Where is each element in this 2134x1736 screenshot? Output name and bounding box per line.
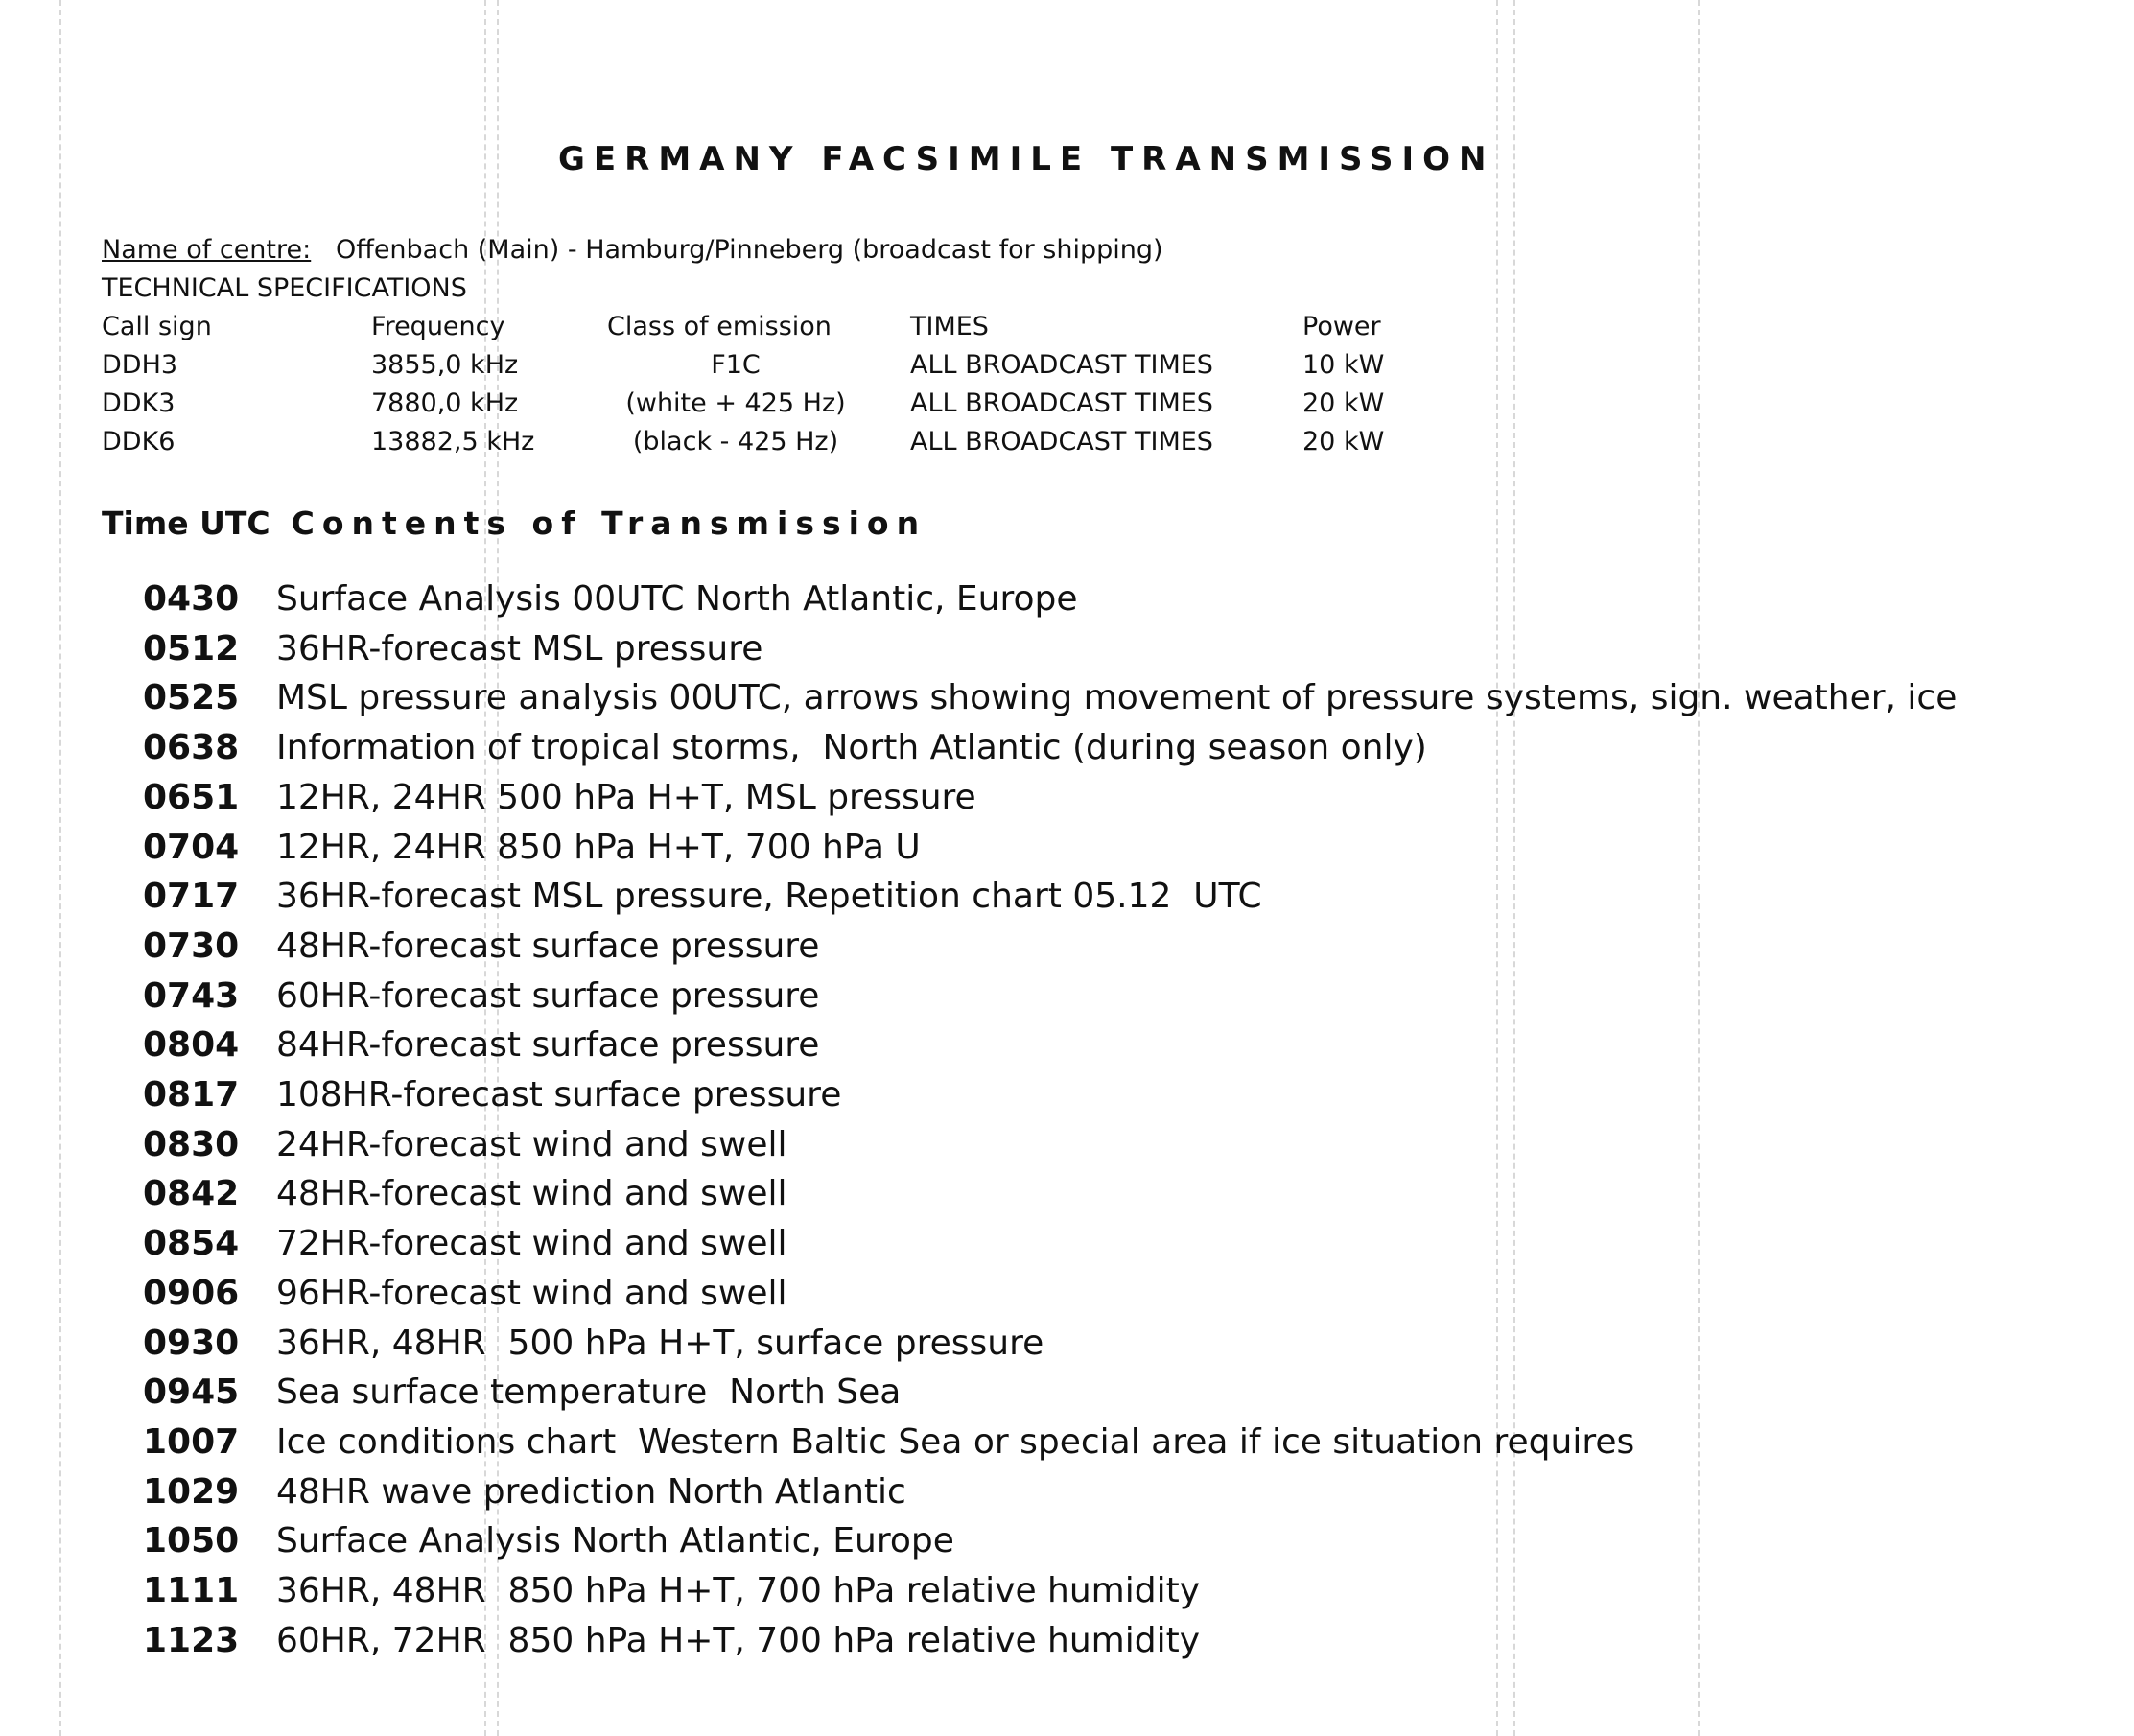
schedule-desc: 60HR, 72HR 850 hPa H+T, 700 hPa relative humidity: [276, 1620, 1201, 1660]
schedule-row: [143, 1472, 906, 1512]
schedule-time: 0512: [143, 628, 240, 669]
schedule-time: 0730: [143, 926, 240, 966]
schedule-desc: 24HR-forecast wind and swell: [276, 1124, 787, 1164]
spec-header: Class of emission: [607, 312, 832, 341]
schedule-row: [143, 1274, 787, 1313]
schedule-row: [143, 678, 1957, 717]
schedule-time: 1029: [143, 1471, 240, 1512]
tech-spec-heading: TECHNICAL SPECIFICATIONS: [102, 273, 467, 303]
schedule-row: [143, 1125, 787, 1164]
schedule-desc: Ice conditions chart Western Baltic Sea or special area if ice situation requires: [276, 1421, 1635, 1462]
schedule-desc: 36HR, 48HR 500 hPa H+T, surface pressure: [276, 1323, 1044, 1363]
spec-cell: DDH3: [102, 350, 178, 380]
schedule-row: [143, 1075, 841, 1114]
schedule-desc: 48HR-forecast surface pressure: [276, 926, 820, 966]
schedule-row: [143, 877, 1262, 916]
schedule-desc: Surface Analysis 00UTC North Atlantic, Europe: [276, 579, 1078, 619]
spec-header: TIMES: [910, 312, 989, 341]
contents-heading: Contents of Transmission: [291, 504, 927, 542]
spec-cell: (black - 425 Hz): [632, 427, 839, 457]
schedule-desc: MSL pressure analysis 00UTC, arrows showing movement of pressure systems, sign. weather, ice: [276, 678, 1958, 718]
schedule-time: 0930: [143, 1323, 240, 1363]
schedule-row: [143, 579, 1078, 619]
schedule-desc: 36HR, 48HR 850 hPa H+T, 700 hPa relative humidity: [276, 1571, 1201, 1610]
schedule-row: [143, 828, 921, 867]
schedule-row: [143, 1621, 1200, 1660]
schedule-time: 0717: [143, 877, 240, 917]
spec-cell: (white + 425 Hz): [625, 388, 846, 418]
spec-cell: 13882,5 kHz: [371, 427, 535, 457]
schedule-time: 0651: [143, 777, 240, 817]
spec-cell: 20 kW: [1302, 427, 1385, 457]
spec-cell: DDK3: [102, 388, 176, 418]
time-utc-heading: Time UTC: [102, 504, 270, 542]
schedule-time: 1007: [143, 1421, 240, 1462]
schedule-time: 0830: [143, 1124, 240, 1164]
schedule-desc: 84HR-forecast surface pressure: [276, 1025, 820, 1066]
schedule-desc: Surface Analysis North Atlantic, Europe: [276, 1521, 954, 1561]
schedule-time: 0804: [143, 1025, 240, 1066]
schedule-time: 1050: [143, 1521, 240, 1561]
schedule-row: [143, 1224, 787, 1263]
schedule-time: 0842: [143, 1174, 240, 1214]
schedule-row: [143, 1025, 819, 1065]
spec-cell: 7880,0 kHz: [371, 388, 519, 418]
schedule-row: [143, 778, 976, 817]
schedule-desc: 12HR, 24HR 500 hPa H+T, MSL pressure: [276, 777, 976, 817]
schedule-time: 0743: [143, 975, 240, 1016]
schedule-row: [143, 1521, 954, 1560]
spec-cell: ALL BROADCAST TIMES: [910, 350, 1213, 380]
schedule-row: [143, 629, 762, 669]
schedule-time: 0945: [143, 1372, 240, 1413]
schedule-time: 1123: [143, 1620, 240, 1660]
schedule-desc: 48HR wave prediction North Atlantic: [276, 1471, 906, 1512]
centre-line: [102, 235, 1163, 265]
schedule-row: [143, 1422, 1634, 1462]
schedule-desc: 36HR-forecast MSL pressure, Repetition chart 05.12 UTC: [276, 877, 1262, 917]
schedule-time: 0704: [143, 827, 240, 867]
spec-header: Power: [1302, 312, 1381, 341]
schedule-time: 0854: [143, 1224, 240, 1264]
schedule-desc: Sea surface temperature North Sea: [276, 1372, 902, 1413]
schedule-desc: 96HR-forecast wind and swell: [276, 1273, 787, 1313]
schedule-row: [143, 1372, 901, 1412]
spec-header: Call sign: [102, 312, 212, 341]
schedule-row: [143, 728, 1427, 767]
schedule-heading: [102, 504, 926, 542]
schedule-time: 1111: [143, 1571, 240, 1610]
spec-cell: F1C: [711, 350, 761, 380]
scan-line: [1513, 0, 1515, 1736]
schedule-row: [143, 976, 819, 1016]
spec-header: Frequency: [371, 312, 505, 341]
schedule-row: [143, 1174, 787, 1213]
spec-cell: 3855,0 kHz: [371, 350, 519, 380]
spec-cell: 20 kW: [1302, 388, 1385, 418]
spec-cell: ALL BROADCAST TIMES: [910, 427, 1213, 457]
schedule-desc: 12HR, 24HR 850 hPa H+T, 700 hPa U: [276, 827, 921, 867]
schedule-row: [143, 927, 819, 966]
schedule-time: 0525: [143, 678, 240, 718]
schedule-time: 0906: [143, 1273, 240, 1313]
scan-line: [59, 0, 61, 1736]
schedule-row: [143, 1571, 1200, 1610]
centre-value: Offenbach (Main) - Hamburg/Pinneberg (broadcast for shipping): [335, 235, 1163, 265]
spec-cell: DDK6: [102, 427, 176, 457]
scan-line: [1496, 0, 1498, 1736]
schedule-time: 0817: [143, 1075, 240, 1114]
spec-cell: 10 kW: [1302, 350, 1385, 380]
schedule-desc: 36HR-forecast MSL pressure: [276, 628, 763, 669]
schedule-row: [143, 1324, 1044, 1363]
scan-line: [1698, 0, 1700, 1736]
schedule-desc: 108HR-forecast surface pressure: [276, 1075, 842, 1114]
page-title: GERMANY FACSIMILE TRANSMISSION: [558, 140, 1495, 178]
schedule-desc: 60HR-forecast surface pressure: [276, 975, 820, 1016]
spec-cell: ALL BROADCAST TIMES: [910, 388, 1213, 418]
schedule-desc: Information of tropical storms, North Atlantic (during season only): [276, 728, 1427, 768]
schedule-time: 0430: [143, 579, 240, 619]
schedule-desc: 72HR-forecast wind and swell: [276, 1224, 787, 1264]
schedule-desc: 48HR-forecast wind and swell: [276, 1174, 787, 1214]
schedule-time: 0638: [143, 728, 240, 768]
centre-label: Name of centre:: [102, 235, 312, 265]
